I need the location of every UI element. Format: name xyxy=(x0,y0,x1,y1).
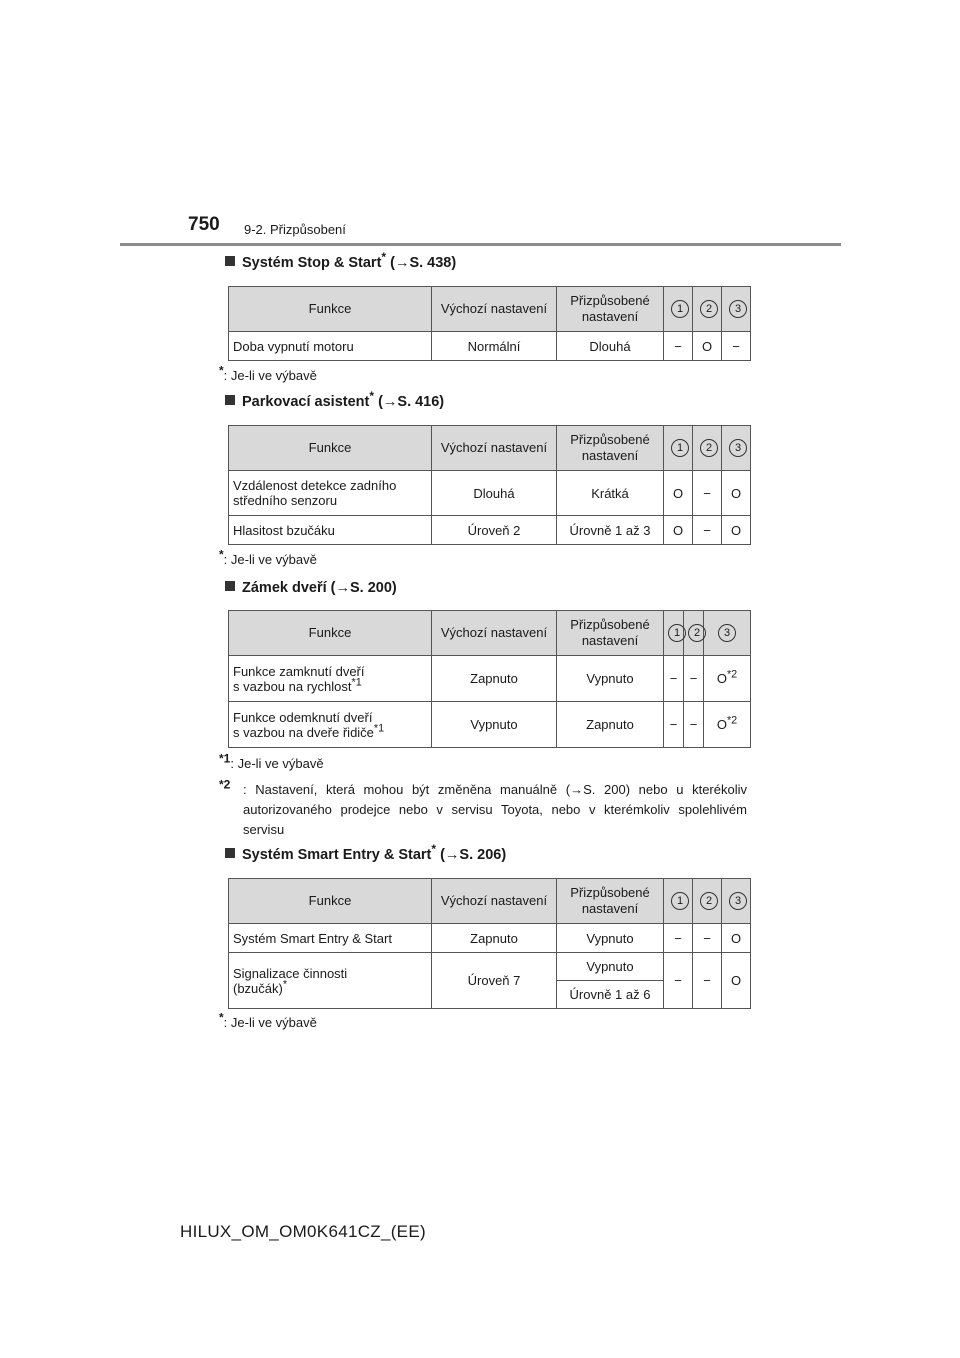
square-bullet-icon xyxy=(225,581,235,591)
table-header-row: Funkce Výchozí nastavení Přizpůsobené nastavení 1 2 3 xyxy=(229,426,751,471)
table-row: Doba vypnutí motoru Normální Dlouhá − O − xyxy=(229,332,751,361)
table-row: Funkce zamknutí dveří s vazbou na rychlost$^{*1}$ Zapnuto Vypnuto − − $O^{*2}$ xyxy=(229,656,751,702)
section-heading-stop-start: Systém Stop & Start* (→S. 438) xyxy=(225,255,456,271)
square-bullet-icon xyxy=(225,256,235,266)
section-heading-parking-assist: Parkovací asistent* (→S. 416) xyxy=(225,394,444,410)
circled-2-icon: 2 xyxy=(700,439,718,457)
footnote: *: Je-li ve výbavě xyxy=(219,363,317,383)
circled-2-icon: 2 xyxy=(700,300,718,318)
circled-1-icon: 1 xyxy=(671,892,689,910)
table-row: Hlasitost bzučáku Úroveň 2 Úrovně 1 až 3 O − O xyxy=(229,516,751,545)
circled-3-icon: 3 xyxy=(729,300,747,318)
circled-1-icon: 1 xyxy=(668,624,686,642)
table-row: Systém Smart Entry & Start Zapnuto Vypnuto − − O xyxy=(229,924,751,953)
circled-3-icon: 3 xyxy=(718,624,736,642)
circled-3-icon: 3 xyxy=(729,892,747,910)
table-header-row: Funkce Výchozí nastavení Přizpůsobené nastavení 1 2 3 xyxy=(229,287,751,332)
section-heading-smart-entry: Systém Smart Entry & Start* (→S. 206) xyxy=(225,847,506,863)
circled-1-icon: 1 xyxy=(671,439,689,457)
table-header-row: Funkce Výchozí nastavení Přizpůsobené nastavení 1 2 3 xyxy=(229,611,751,656)
settings-table-stop-start xyxy=(228,286,751,361)
circled-2-icon: 2 xyxy=(688,624,706,642)
square-bullet-icon xyxy=(225,848,235,858)
circled-3-icon: 3 xyxy=(729,439,747,457)
section-heading-door-lock: Zámek dveří (→S. 200) xyxy=(225,580,397,596)
footnote: *: Je-li ve výbavě xyxy=(219,1010,317,1030)
header-divider xyxy=(120,243,841,246)
table-row: Funkce odemknutí dveří s vazbou na dveře řidiče$^{*1}$ Vypnuto Zapnuto − − $O^{*2}$ xyxy=(229,702,751,748)
settings-table-door-lock xyxy=(228,610,751,748)
table-row: Signalizace činnosti (bzučák)* Úroveň 7 Vypnuto − − O xyxy=(229,953,751,981)
footnote: $^{*2}$ : Nastavení, která mohou být změněna manuálně (→S. 200) nebo u kterékoliv autorizovaného prodejce nebo v servisu Toyota, nebo v kterémkoliv spolehlivém servisu xyxy=(219,777,747,837)
table-row: Vzdálenost detekce zadního středního senzoru Dlouhá Krátká O − O xyxy=(229,471,751,516)
square-bullet-icon xyxy=(225,395,235,405)
page-number: 750 xyxy=(188,214,220,235)
circled-1-icon: 1 xyxy=(671,300,689,318)
table-header-row: Funkce Výchozí nastavení Přizpůsobené nastavení 1 2 3 xyxy=(229,879,751,924)
settings-table-parking-assist xyxy=(228,425,751,545)
document-code: HILUX_OM_OM0K641CZ_(EE) xyxy=(180,1222,426,1241)
circled-2-icon: 2 xyxy=(700,892,718,910)
settings-table-smart-entry xyxy=(228,878,751,1009)
table-row: Úrovně 1 až 6 xyxy=(229,981,751,1009)
footnote: $^{*1}$: Je-li ve výbavě xyxy=(219,751,324,771)
section-title: 9-2. Přizpůsobení xyxy=(244,222,346,237)
footnote: *: Je-li ve výbavě xyxy=(219,547,317,567)
